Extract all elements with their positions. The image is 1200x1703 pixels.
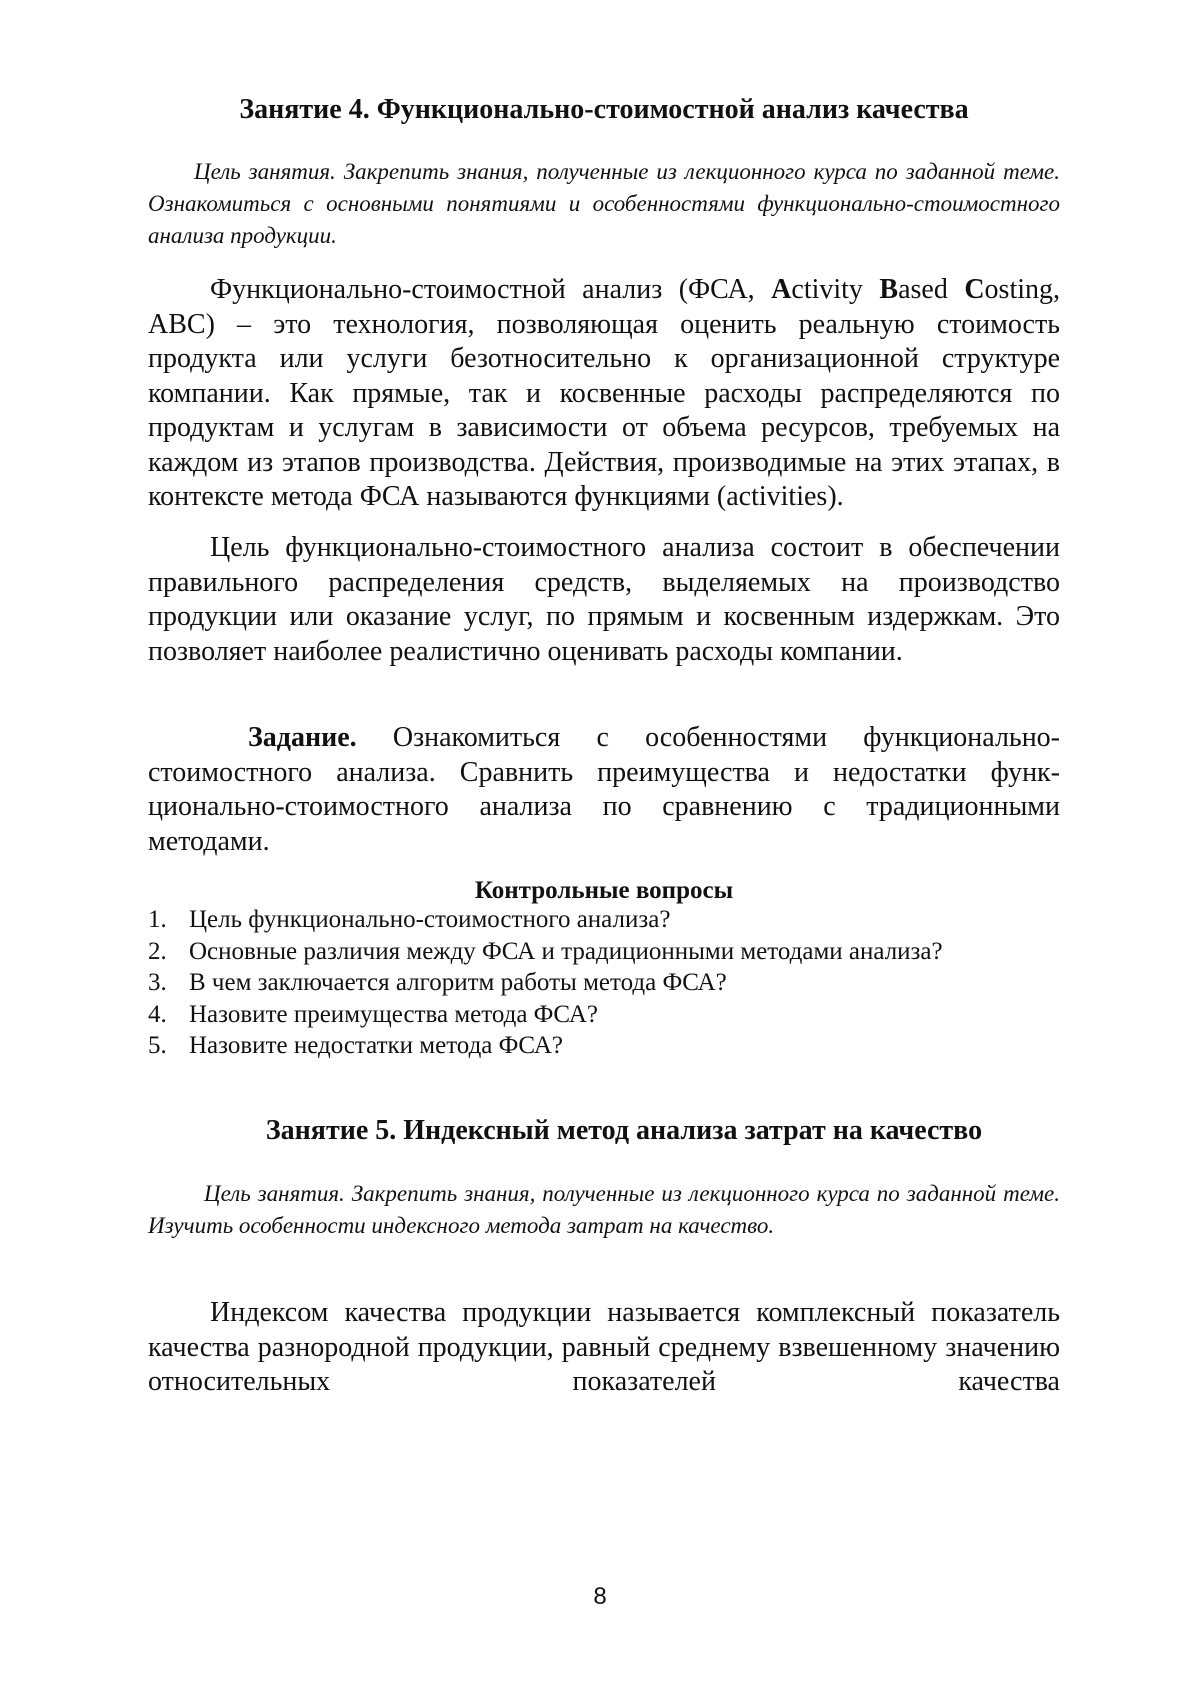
lesson5-title: Занятие 5. Индексный метод анализа затрат на качество — [265, 1115, 983, 1146]
lesson4-paragraph-1: Функционально-стоимостной анализ (ФСА, Activity Based Costing, ABC) – это технология, позволяющая оценить реальную стоимость продукта или услуги безотносительно к организационной структуре компании. Как прямые, так и косвенные расходы распределяются по продуктам и услугам в зависимости от объема ресурсов, требуемых на каждом из этапов производства. Действия, производимые на этих этапах, в контексте метода ФСА называются функциями (activities). — [148, 274, 1061, 512]
questions-list — [148, 904, 1060, 1062]
questions-heading: Контрольные вопросы — [474, 877, 734, 904]
lesson4-paragraph-2: Цель функционально-стоимостного анализа состоит в обеспечении правильного распределения средств, выделяемых на производство продукции или оказание услуг, по прямым и косвенным издержкам. Это позволяет наиболее реалистично оценивать расходы компании. — [148, 532, 1060, 667]
task-label: Задание. — [248, 722, 357, 753]
page-number: 8 — [593, 1583, 607, 1610]
task-text: Ознакомиться с особенностями функционально-стоимостного анализа. Сравнить преимущества и недостатки функционально-стоимостного анализа по сравнению с традиционными методами. — [148, 722, 1060, 857]
lesson4-title: Занятие 4. Функционально-стоимостной анализ качества — [239, 94, 969, 125]
lesson4-goal: Цель занятия. Закрепить знания, полученные из лекционного курса по заданной теме. Ознакомиться с основными понятиями и особенностями функционально-стоимостного анализа продукции. — [148, 159, 1060, 248]
list-item: 3. В чем заключается алгоритм работы метода ФСА? — [148, 969, 727, 996]
list-item: 2. Основные различия между ФСА и традиционными методами анализа? — [148, 937, 943, 965]
lesson5-paragraph-1: Индексом качества продукции называется комплексный показатель качества разнородной продукции, равный среднему взвешенному значению относительных показателей качества — [148, 1297, 1060, 1397]
lesson5-goal: Цель занятия. Закрепить знания, полученные из лекционного курса по заданной теме. Изучить особенности индексного метода затрат на качество. — [148, 1181, 1060, 1238]
list-item: 4. Назовите преимущества метода ФСА? — [148, 1000, 599, 1028]
list-item: 5. Назовите недостатки метода ФСА? — [148, 1032, 563, 1059]
list-item: 1. Цель функционально-стоимостного анализа? — [148, 906, 671, 933]
lesson4-task — [148, 721, 1060, 859]
